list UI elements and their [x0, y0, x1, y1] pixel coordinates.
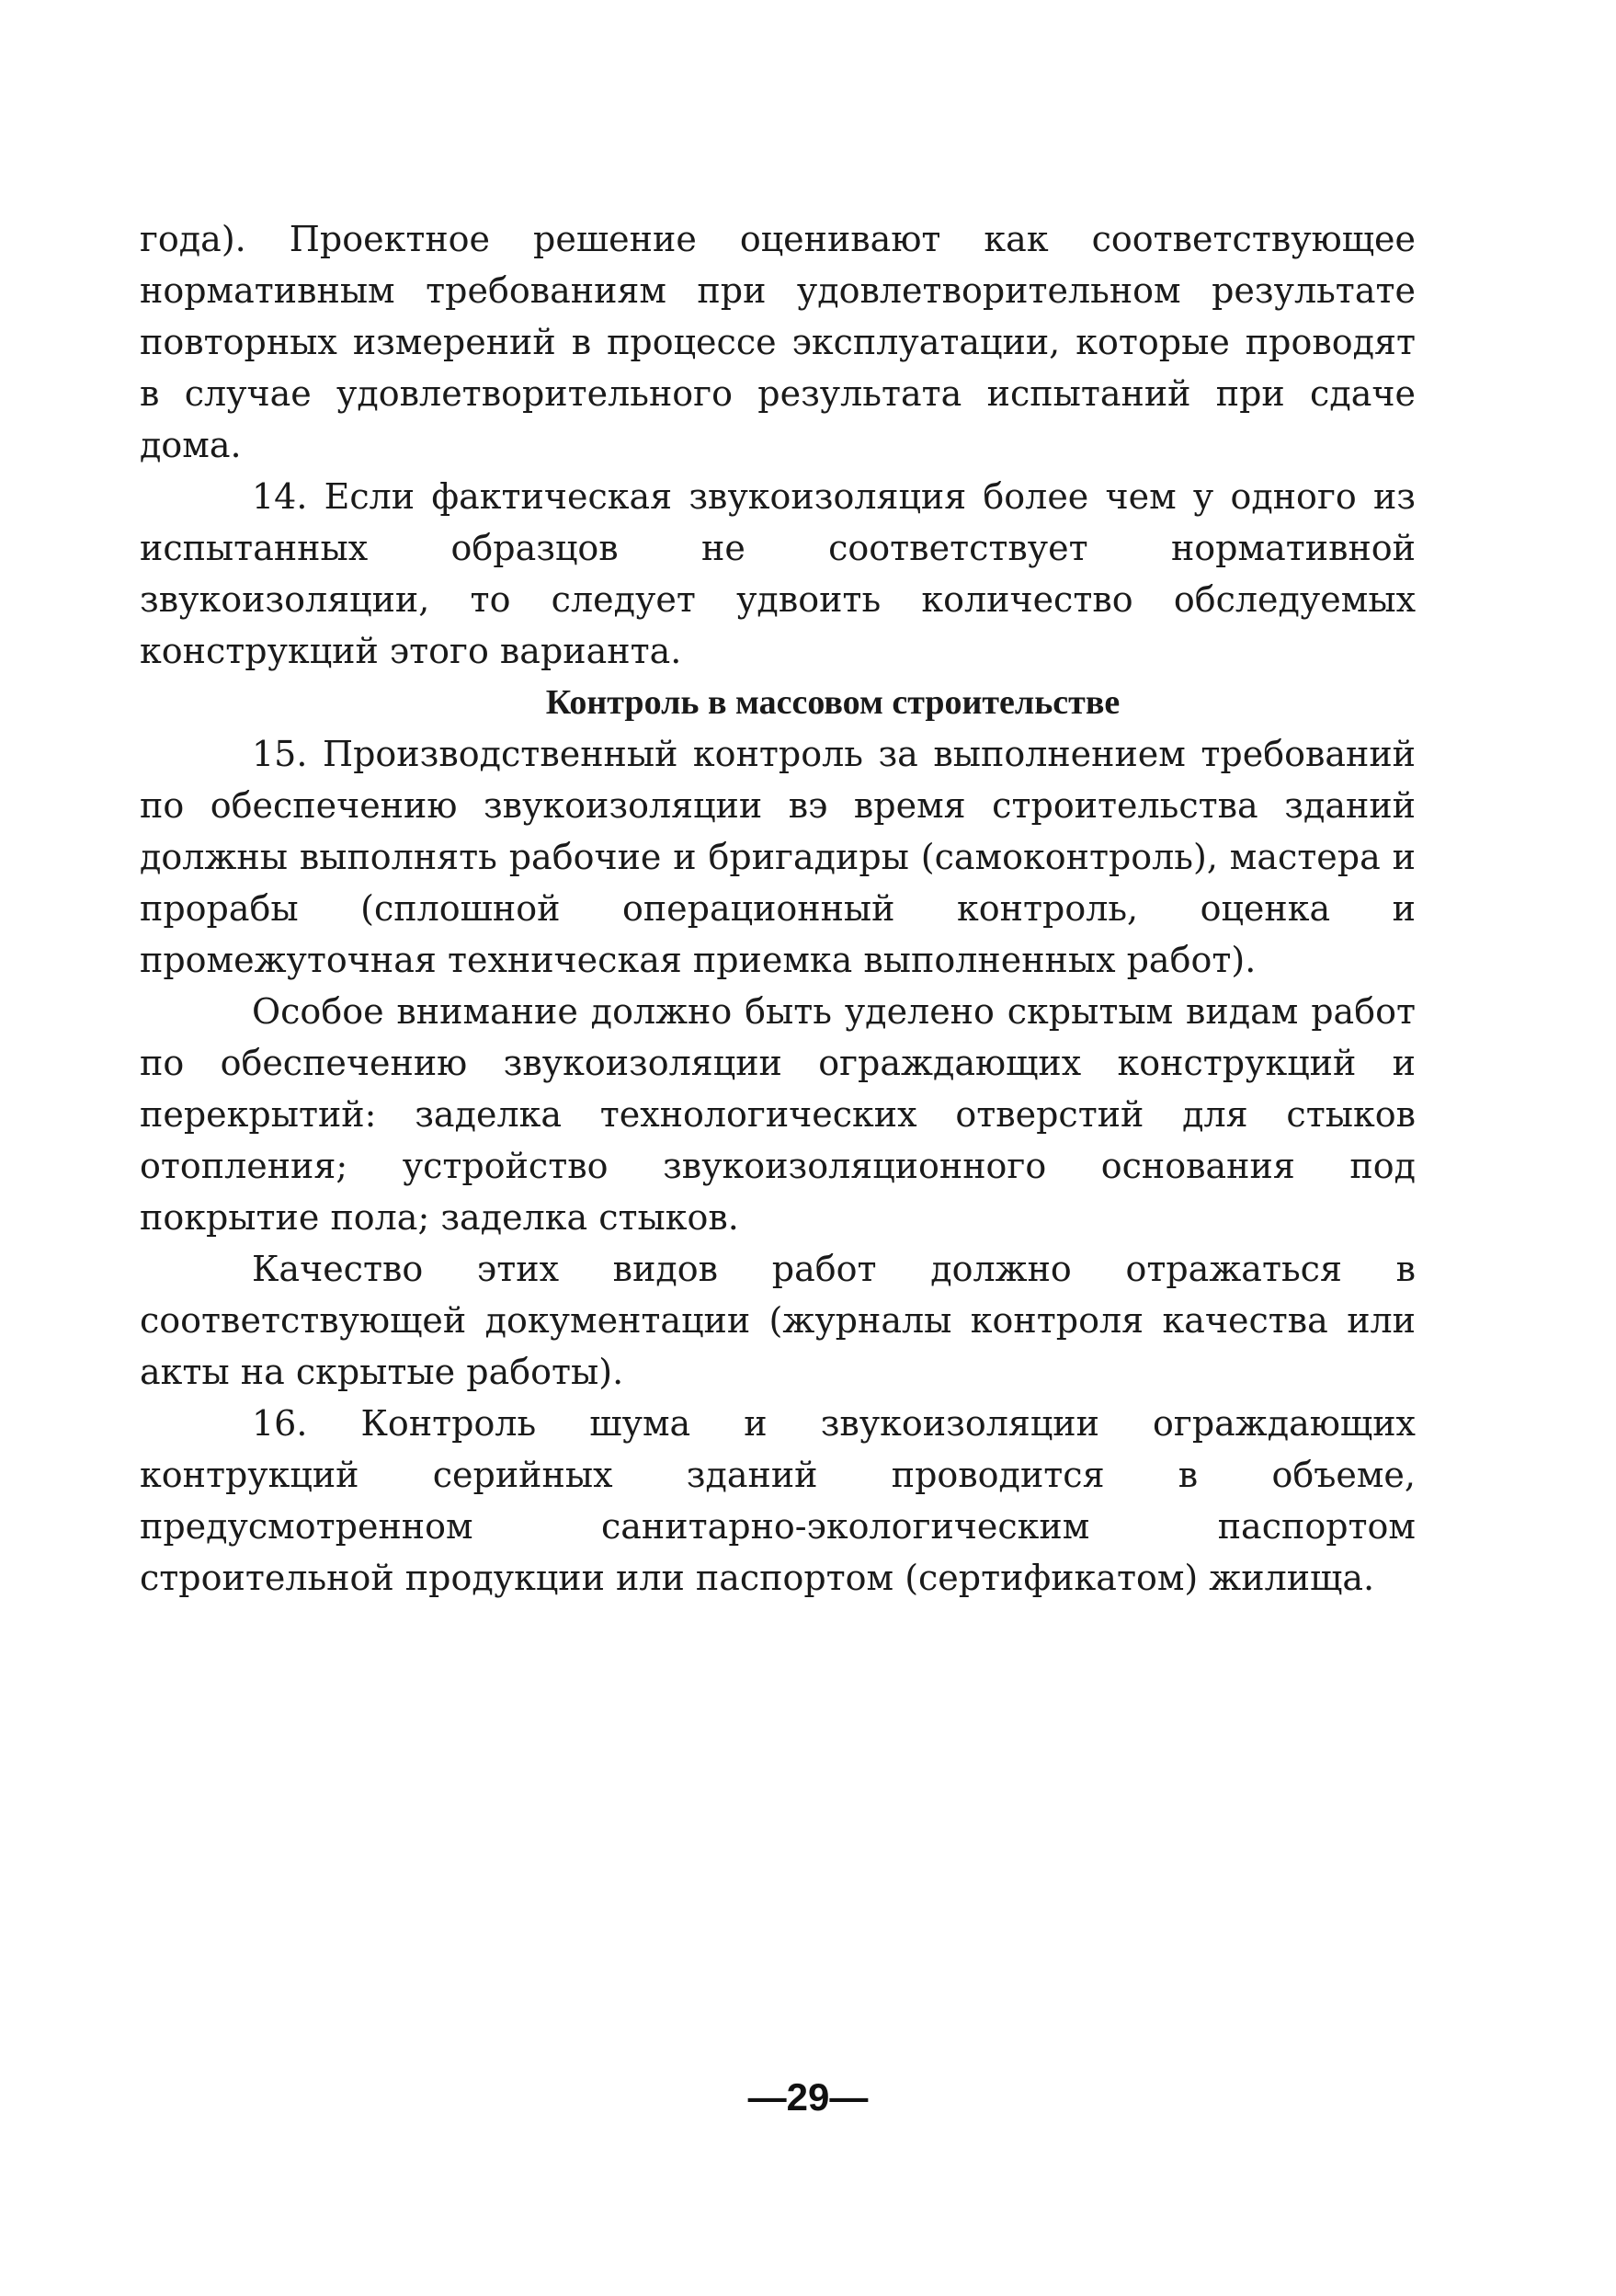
- paragraph-continuation: года). Проектное решение оценивают как соответствующее нормативным требованиям при удовлетворительном результате повторных измерений в процессе эксплуатации, которые проводят в случае удовлетворительного результата испытаний при сдаче дома.: [140, 219, 1416, 465]
- paragraph-item-14: 14. Если фактическая звукоизоляция более чем у одного из испытанных образцов не соответствует нормативной звукоизоляции, то следует удвоить количество обследуемых конструкций этого варианта.: [140, 476, 1416, 671]
- paragraph-item-15: 15. Производственный контроль за выполнением требований по обеспечению звукоизоляции вэ время строительства зданий должны выполнять рабочие и бригадиры (самоконтроль), мастера и прорабы (сплошной операционный контроль, оценка и промежуточная техническая приемка выполненных работ).: [140, 734, 1416, 980]
- section-title: Контроль в массовом строительстве: [545, 683, 1121, 722]
- page-number: —29—: [747, 2075, 869, 2119]
- paragraph-hidden-works: Особое внимание должно быть уделено скрытым видам работ по обеспечению звукоизоляции ограждающих конструкций и перекрытий: заделка технологических отверстий для стыков отопления; устройство звукоизоляционного основания под покрытие пола; заделка стыков.: [140, 991, 1416, 1238]
- paragraph-quality-docs: Качество этих видов работ должно отражаться в соответствующей документации (журналы контроля качества или акты на скрытые работы).: [140, 1249, 1416, 1392]
- paragraph-item-16: 16. Контроль шума и звукоизоляции ограждающих контрукций серийных зданий проводится в объеме, предусмотренном санитарно-экологическим паспортом строительной продукции или паспортом (сертификатом) жилища.: [140, 1403, 1416, 1598]
- body-text: [140, 213, 1416, 1604]
